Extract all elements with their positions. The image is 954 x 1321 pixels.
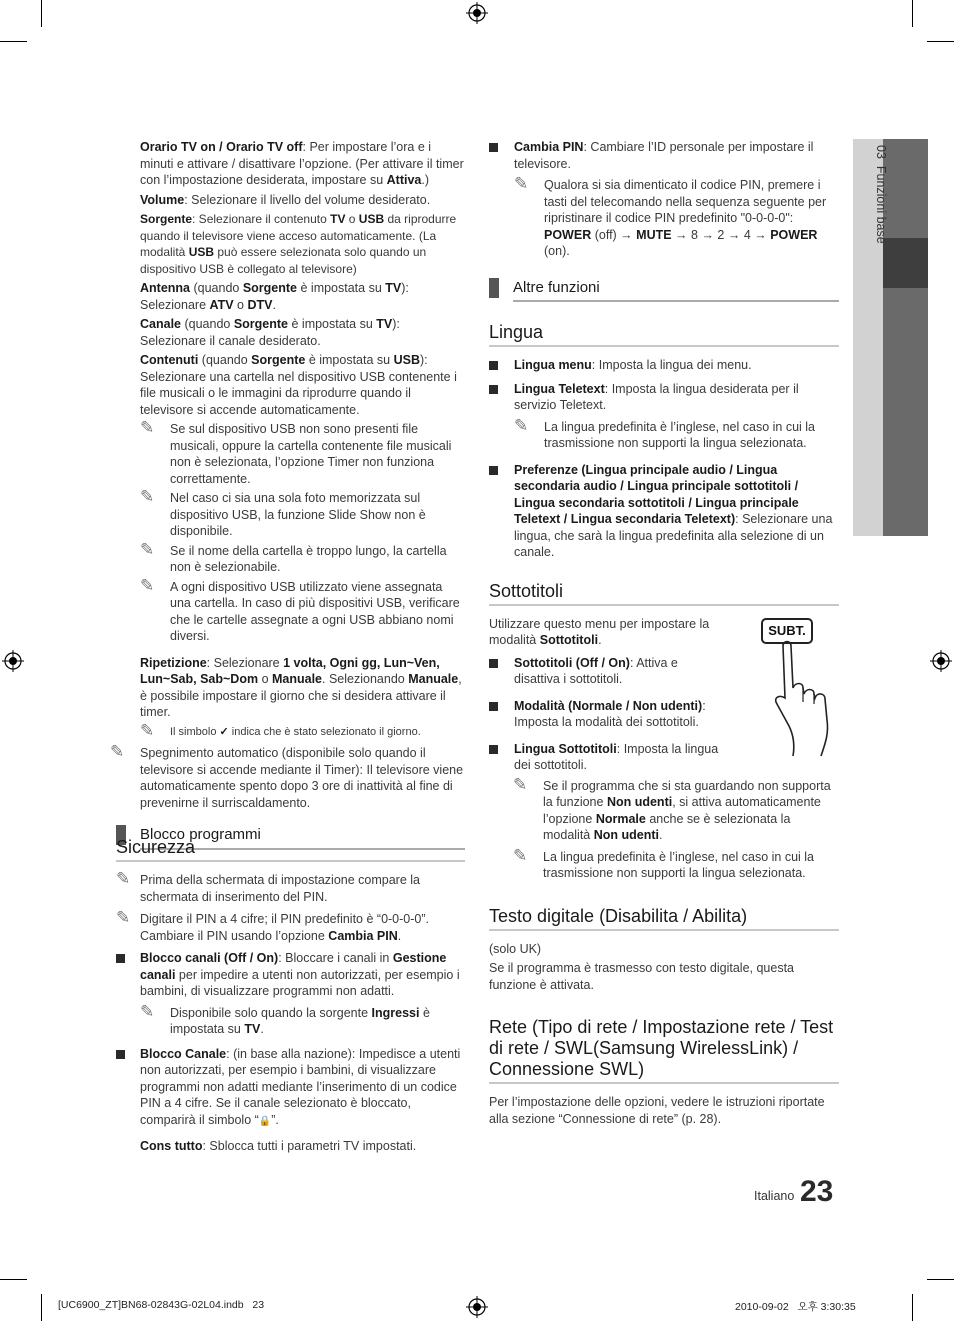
bullet-item: Blocco canali (Off / On): Bloccare i canali in Gestione canali per impedire a utenti non autorizzati, per esempio i bambini, di visualizzare programmi non adatti. ✎ Disponibile solo quando la sorgente Ingressi è impostata su TV. xyxy=(116,950,465,1038)
bullet-icon xyxy=(489,143,498,152)
lock-icon: 🔒 xyxy=(258,1115,272,1127)
chapter-tab-label xyxy=(868,145,888,345)
chapter-title: Funzioni base xyxy=(874,165,888,244)
note: ✎ Prima della schermata di impostazione compare la schermata di inserimento del PIN. xyxy=(116,869,420,904)
sorgente-item: Sorgente: Selezionare il contenuto TV o USB da riprodurre quando il televisore viene acceso automaticamente. (La modalità USB può essere selezionata solo quando un dispositivo USB è collegato al televisore) xyxy=(140,212,457,276)
footer-datetime: 2010-09-02 오후 3:30:35 xyxy=(735,1301,856,1313)
bullet-item: Sottotitoli (Off / On): Attiva e disattiva i sottotitoli. xyxy=(489,655,724,688)
note: ✎ La lingua predefinita è l’inglese, nel caso in cui la trasmissione non supporti la lingua selezionata. xyxy=(514,415,816,450)
note: ✎ Spegnimento automatico (disponibile solo quando il televisore si accende mediante il Timer): Il televisore viene automaticamente spento dopo 3 ore di inattività al fine di prevenirne il surriscaldamento. xyxy=(110,742,464,810)
sott-intro: Utilizzare questo menu per impostare la modalità Sottotitoli. xyxy=(489,616,710,647)
chapter-tab-dark xyxy=(883,139,928,536)
bullet-item: Cambia PIN: Cambiare l’ID personale per impostare il televisore. ✎ Qualora si sia dimenticato il codice PIN, premere i tasti del telecomando nella sequenza seguente per ripristinare il codice PIN predefinito "0-0-0-0": POWER (off) → MUTE → 8 → 2 → 4 → POWER (on). xyxy=(489,139,839,260)
rete-text: Per l’impostazione delle opzioni, vedere le istruzioni riportate alla sezione “Connessione di rete” (p. 28). xyxy=(489,1095,825,1126)
bullet-item: Lingua Sottotitoli: Imposta la lingua dei sottotitoli. xyxy=(489,741,724,774)
note-pencil-icon: ✎ xyxy=(140,487,155,507)
bullet-item: Modalità (Normale / Non udenti): Imposta la modalità dei sottotitoli. xyxy=(489,698,724,731)
note: ✎ Se il programma che si sta guardando non supporta la funzione Non udenti, si attiva automaticamente l’opzione Normale anche se è selezionata la modalità Non udenti. xyxy=(513,774,831,842)
subt-remote-illustration xyxy=(761,616,841,756)
section-heading: Lingua xyxy=(489,322,839,347)
note: ✎ A ogni dispositivo USB utilizzato viene assegnata una cartella. In caso di più dispositivi USB, verificare che le cartelle assegnate a ogni USB abbiano nomi diversi. xyxy=(140,575,460,643)
volume-item: Volume: Selezionare il livello del volume desiderato. xyxy=(140,192,431,207)
canale-item: Canale (quando Sorgente è impostata su TV): Selezionare il canale desiderato. xyxy=(140,317,400,348)
left-column xyxy=(110,139,465,862)
crop-mark xyxy=(927,41,954,42)
subt-button: SUBT. xyxy=(761,618,813,644)
section-bar: Altre funzioni xyxy=(513,278,839,303)
note-pencil-icon: ✎ xyxy=(140,575,155,596)
bullet-item: Lingua menu: Imposta la lingua dei menu. xyxy=(489,357,839,374)
checkmark-icon: ✓ xyxy=(219,725,229,738)
registration-mark-icon xyxy=(930,650,952,672)
chapter-tab-active xyxy=(883,238,928,288)
bullet-icon xyxy=(116,1050,125,1059)
note-pencil-icon: ✎ xyxy=(513,845,528,866)
footer-file: [UC6900_ZT]BN68-02843G-02L04.indb 23 xyxy=(58,1299,265,1311)
crop-mark xyxy=(0,1279,27,1280)
bullet-icon xyxy=(489,702,498,711)
note: ✎ Se sul dispositivo USB non sono presenti file musicali, oppure la cartella contenente file musicali non è selezionata, l’opzione Timer non funziona correttamente. xyxy=(140,418,452,486)
section-heading: Sicurezza xyxy=(116,837,465,862)
note-pencil-icon: ✎ xyxy=(514,174,529,194)
note-pencil-icon: ✎ xyxy=(110,742,125,762)
section-heading: Testo digitale (Disabilita / Abilita) xyxy=(489,906,839,931)
crop-mark xyxy=(927,1279,954,1280)
note-pencil-icon: ✎ xyxy=(116,869,131,889)
orario-item: Orario TV on / Orario TV off: Per impostare l’ora e i minuti e attivare / disattivare l’opzione. (Per attivare il timer con l’impostazione desiderata, impostare su Attiva.) xyxy=(140,140,464,187)
registration-mark-icon xyxy=(2,650,24,672)
registration-mark-icon xyxy=(466,2,488,24)
note-pencil-icon: ✎ xyxy=(140,418,155,438)
td-text: Se il programma è trasmesso con testo digitale, questa funzione è attivata. xyxy=(489,961,795,992)
note: ✎ Nel caso ci sia una sola foto memorizzata sul dispositivo USB, la funzione Slide Show non è disponibile. xyxy=(140,487,426,538)
bullet-icon xyxy=(489,466,498,475)
section-marker xyxy=(489,278,499,298)
ripetizione-item: Ripetizione: Selezionare 1 volta, Ogni gg, Lun~Ven, Lun~Sab, Sab~Dom o Manuale. Selezionando Manuale, è possibile impostare il giorno che si desidera attivare il timer. xyxy=(140,655,462,719)
crop-mark xyxy=(0,41,27,42)
note-pencil-icon: ✎ xyxy=(513,774,528,795)
note: ✎ Il simbolo ✓ indica che è stato selezionato il giorno. xyxy=(140,720,421,741)
note: ✎ Qualora si sia dimenticato il codice PIN, premere i tasti del telecomando nella sequenza seguente per ripristinare il codice PIN predefinito "0-0-0-0": POWER (off) → MUTE → 8 → 2 → 4 → POWER (on). xyxy=(514,174,827,258)
bullet-icon xyxy=(489,385,498,394)
bullet-icon xyxy=(489,745,498,754)
note-pencil-icon: ✎ xyxy=(140,539,155,560)
section-bar: Blocco programmi xyxy=(140,825,465,850)
note-pencil-icon: ✎ xyxy=(140,720,155,741)
crop-mark xyxy=(41,1294,42,1321)
bullet-icon xyxy=(489,361,498,370)
cons-tutto-item: Cons tutto: Sblocca tutti i parametri TV impostati. xyxy=(140,1139,417,1153)
crop-mark xyxy=(41,0,42,27)
sottotitoli-block xyxy=(489,616,839,774)
left-column-lower xyxy=(116,837,465,1162)
right-column xyxy=(489,139,839,1130)
note-pencil-icon: ✎ xyxy=(116,908,131,928)
chapter-number: 03 xyxy=(874,145,888,159)
crop-mark xyxy=(912,0,913,27)
bullet-item: Blocco Canale: (in base alla nazione): Impedisce a utenti non autorizzati, per esempio i bambini, di visualizzare programmi non adatti mediante l’inserimento di un codice PIN a 4 cifre. Se il canale selezionato è bloccato, comparirà il simbolo “🔒”. Cons tutto: Sblocca tutti i parametri TV impostati. xyxy=(116,1046,465,1155)
note: ✎ Digitare il PIN a 4 cifre; il PIN predefinito è “0-0-0-0”. Cambiare il PIN usando l’opzione Cambia PIN. xyxy=(116,908,429,943)
note-pencil-icon: ✎ xyxy=(514,415,529,436)
note: ✎ Se il nome della cartella è troppo lungo, la cartella non è selezionabile. xyxy=(140,539,447,574)
crop-mark xyxy=(912,1294,913,1321)
bullet-icon xyxy=(489,659,498,668)
page-language: Italiano xyxy=(754,1189,795,1203)
page-number: 23 xyxy=(800,1175,834,1208)
antenna-item: Antenna (quando Sorgente è impostata su TV): Selezionare ATV o DTV. xyxy=(140,281,409,312)
note: ✎ La lingua predefinita è l’inglese, nel caso in cui la trasmissione non supporti la lingua selezionata. xyxy=(513,845,815,880)
note: ✎ Disponibile solo quando la sorgente Ingressi è impostata su TV. xyxy=(140,1001,430,1036)
section-heading: Sottotitoli xyxy=(489,581,839,606)
note-pencil-icon: ✎ xyxy=(140,1001,155,1022)
bullet-icon xyxy=(116,954,125,963)
bullet-item: Preferenze (Lingua principale audio / Lingua secondaria audio / Lingua principale sottotitoli / Lingua secondaria sottotitoli / Lingua principale Teletext / Lingua secondaria Teletext): Selezionare una lingua, che sarà la lingua predefinita alla selezione di un canale. xyxy=(489,462,839,561)
pointing-hand-icon xyxy=(769,638,841,758)
contenuti-item: Contenuti (quando Sorgente è impostata su USB): Selezionare una cartella nel dispositivo USB contenente i file musicali o le immagini da riprodurre quando il televisore si accende automaticamente. xyxy=(140,353,457,417)
td-uk: (solo UK) xyxy=(489,941,542,956)
registration-mark-icon xyxy=(466,1296,488,1318)
bullet-item: Lingua Teletext: Imposta la lingua desiderata per il servizio Teletext. ✎ La lingua predefinita è l’inglese, nel caso in cui la trasmissione non supporti la lingua selezionata. xyxy=(489,381,839,452)
section-heading: Rete (Tipo di rete / Impostazione rete / Test di rete / SWL(Samsung WirelessLink) / Connessione SWL) xyxy=(489,1017,839,1084)
